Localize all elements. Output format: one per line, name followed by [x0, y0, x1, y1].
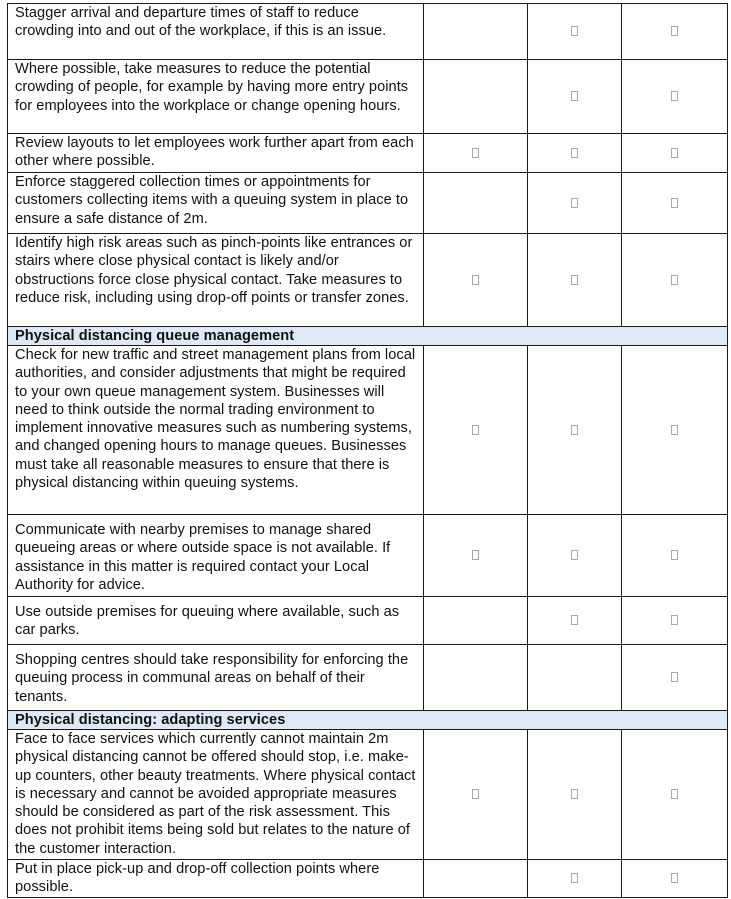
checkbox-cell-col-3 — [528, 730, 622, 860]
checkbox-cell-col-4 — [622, 515, 728, 597]
section-header-row — [8, 711, 728, 730]
checklist-row — [8, 134, 728, 173]
checkbox-empty-icon[interactable] — [671, 198, 678, 208]
action-description: Enforce staggered collection times or appointments for customers collecting items with a queuing system in place to ensure a safe distance of 2m. — [8, 173, 424, 234]
checkbox-empty-icon[interactable] — [671, 873, 678, 883]
checkbox-cell-col-2 — [424, 4, 528, 60]
action-description: Identify high risk areas such as pinch-points like entrances or stairs where close physical contact is likely and/or obstructions force close physical contact. Take measures to reduce risk, including using drop-off points or transfer zones. — [8, 234, 424, 327]
checkbox-cell-col-2 — [424, 645, 528, 711]
checkbox-cell-col-4 — [622, 60, 728, 134]
checkbox-empty-icon[interactable] — [571, 91, 578, 101]
checkbox-cell-col-4 — [622, 173, 728, 234]
checkbox-empty-icon[interactable] — [671, 148, 678, 158]
checkbox-cell-col-4 — [622, 730, 728, 860]
checkbox-empty-icon[interactable] — [671, 550, 678, 560]
checklist-row — [8, 730, 728, 860]
action-description: Check for new traffic and street management plans from local authorities, and consider adjustments that might be required to your own queue management system. Businesses will need to think outside the normal trading environment to implement innovative measures such as numbering systems, and changed opening hours to manage queues. Businesses must take all reasonable measures to ensure that there is physical distancing within queuing systems. — [8, 346, 424, 515]
checkbox-cell-col-2 — [424, 597, 528, 645]
checkbox-cell-col-4 — [622, 234, 728, 327]
checkbox-empty-icon[interactable] — [571, 148, 578, 158]
checkbox-empty-icon[interactable] — [671, 425, 678, 435]
checkbox-empty-icon[interactable] — [571, 789, 578, 799]
checklist-row — [8, 597, 728, 645]
checkbox-cell-col-3 — [528, 515, 622, 597]
checkbox-empty-icon[interactable] — [671, 91, 678, 101]
checklist-body — [8, 4, 728, 898]
checkbox-empty-icon[interactable] — [571, 425, 578, 435]
checkbox-empty-icon[interactable] — [571, 198, 578, 208]
checkbox-empty-icon[interactable] — [671, 789, 678, 799]
checklist-row — [8, 346, 728, 515]
checkbox-empty-icon[interactable] — [472, 789, 479, 799]
checkbox-cell-col-2 — [424, 173, 528, 234]
checkbox-empty-icon[interactable] — [671, 26, 678, 36]
checkbox-cell-col-3 — [528, 4, 622, 60]
checkbox-cell-col-4 — [622, 860, 728, 898]
checkbox-empty-icon[interactable] — [571, 26, 578, 36]
checkbox-cell-col-3 — [528, 60, 622, 134]
action-description: Shopping centres should take responsibility for enforcing the queuing process in communal areas on behalf of their tenants. — [8, 645, 424, 711]
action-description: Where possible, take measures to reduce the potential crowding of people, for example by having more entry points for employees into the workplace or change opening hours. — [8, 60, 424, 134]
checkbox-empty-icon[interactable] — [571, 550, 578, 560]
checklist-row — [8, 60, 728, 134]
checkbox-cell-col-4 — [622, 4, 728, 60]
checkbox-cell-col-2 — [424, 134, 528, 173]
checkbox-empty-icon[interactable] — [472, 275, 479, 285]
action-description: Put in place pick-up and drop-off collection points where possible. — [8, 860, 424, 898]
action-description: Face to face services which currently cannot maintain 2m physical distancing cannot be offered should stop, i.e. make-up counters, other beauty treatments. Where physical contact is necessary and cannot be avoided appropriate measures should be considered as part of the risk assessment. This does not prohibit items being sold but relates to the nature of the customer interaction. — [8, 730, 424, 860]
checkbox-cell-col-2 — [424, 234, 528, 327]
action-description: Review layouts to let employees work further apart from each other where possible. — [8, 134, 424, 173]
checklist-row — [8, 515, 728, 597]
checklist-row — [8, 860, 728, 898]
checkbox-empty-icon[interactable] — [671, 615, 678, 625]
checkbox-empty-icon[interactable] — [472, 148, 479, 158]
checkbox-cell-col-2 — [424, 860, 528, 898]
checkbox-empty-icon[interactable] — [571, 275, 578, 285]
checkbox-cell-col-2 — [424, 60, 528, 134]
checklist-row — [8, 4, 728, 60]
checkbox-cell-col-3 — [528, 645, 622, 711]
checkbox-cell-col-3 — [528, 234, 622, 327]
checkbox-cell-col-3 — [528, 597, 622, 645]
checklist-row — [8, 173, 728, 234]
section-heading: Physical distancing: adapting services — [8, 711, 728, 730]
checkbox-empty-icon[interactable] — [671, 275, 678, 285]
checkbox-cell-col-4 — [622, 645, 728, 711]
checkbox-empty-icon[interactable] — [571, 873, 578, 883]
checkbox-empty-icon[interactable] — [671, 672, 678, 682]
checkbox-cell-col-4 — [622, 134, 728, 173]
checkbox-empty-icon[interactable] — [571, 615, 578, 625]
checklist-row — [8, 645, 728, 711]
section-heading: Physical distancing queue management — [8, 327, 728, 346]
checkbox-cell-col-4 — [622, 346, 728, 515]
section-header-row — [8, 327, 728, 346]
checkbox-cell-col-2 — [424, 346, 528, 515]
checklist-row — [8, 234, 728, 327]
checkbox-cell-col-2 — [424, 515, 528, 597]
checkbox-cell-col-4 — [622, 597, 728, 645]
checkbox-cell-col-3 — [528, 346, 622, 515]
checkbox-cell-col-2 — [424, 730, 528, 860]
action-description: Use outside premises for queuing where available, such as car parks. — [8, 597, 424, 645]
checkbox-cell-col-3 — [528, 860, 622, 898]
checkbox-empty-icon[interactable] — [472, 550, 479, 560]
checkbox-cell-col-3 — [528, 173, 622, 234]
action-description: Communicate with nearby premises to manage shared queueing areas or where outside space is not available. If assistance in this matter is required contact your Local Authority for advice. — [8, 515, 424, 597]
checkbox-cell-col-3 — [528, 134, 622, 173]
action-description: Stagger arrival and departure times of staff to reduce crowding into and out of the workplace, if this is an issue. — [8, 4, 424, 60]
risk-assessment-checklist-table — [7, 3, 728, 898]
checkbox-empty-icon[interactable] — [472, 425, 479, 435]
